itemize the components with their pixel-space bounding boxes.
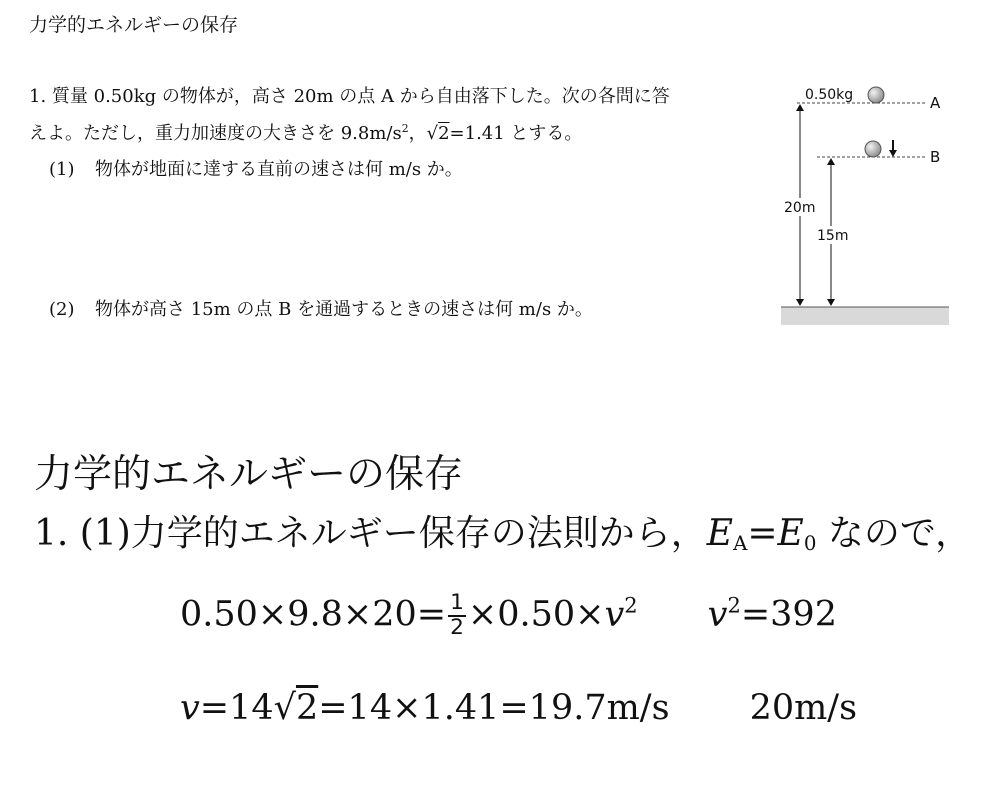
question-2 (49, 295, 593, 321)
one-half-fraction (448, 592, 466, 640)
eq2-start: =14√ (199, 688, 296, 728)
velocity-symbol-2: v (707, 594, 728, 635)
velocity-squared: 2 (624, 593, 638, 618)
eq1-right: ×0.50× (467, 594, 605, 635)
eq2-sqrt-arg: 2 (295, 688, 319, 728)
point-b-label: B (930, 148, 941, 166)
line2-post: =1.41 とする。 (449, 123, 583, 144)
free-fall-figure (775, 78, 955, 328)
final-answer: 20m/s (749, 688, 858, 728)
height-15-label: 15m (817, 228, 849, 244)
eq1-left: 0.50×9.8×20= (180, 594, 447, 635)
velocity-symbol-3: v (180, 688, 200, 728)
eq1-result: =392 (740, 594, 837, 635)
height-20-label: 20m (784, 200, 816, 216)
ball-at-a (868, 87, 884, 103)
line2-pre: えよ。ただし，重力加速度の大きさを 9.8m/s (29, 123, 402, 144)
answer-line1-text: 1. (1)力学的エネルギー保存の法則から， (34, 513, 707, 554)
problem-statement-line2 (29, 119, 582, 145)
fraction-denominator: 2 (450, 614, 464, 640)
energy-0-subscript: 0 (803, 531, 817, 555)
answer-line1-post: なので， (816, 513, 972, 554)
answer-title: 力学的エネルギーの保存 (34, 452, 464, 497)
question-1 (49, 155, 463, 181)
answer-line1 (34, 505, 971, 556)
equals-sign: = (747, 513, 778, 554)
energy-a-subscript: A (733, 531, 748, 555)
ball-at-b (865, 141, 881, 157)
question-2-text: 物体が高さ 15m の点 B を通過するときの速さは何 m/s か。 (95, 299, 593, 320)
equation-2 (180, 688, 857, 728)
point-a-label: A (930, 94, 941, 112)
eq2-rest: =14×1.41=19.7m/s (318, 688, 670, 728)
energy-a-symbol: E (706, 513, 734, 554)
mass-label: 0.50kg (805, 87, 854, 103)
line2-sqrt-arg: 2 (438, 123, 450, 144)
problem-title: 力学的エネルギーの保存 (29, 14, 239, 36)
velocity-squared-2: 2 (727, 593, 741, 618)
question-2-number: (2) (49, 299, 75, 320)
velocity-symbol: v (604, 594, 625, 635)
question-1-text: 物体が地面に達する直前の速さは何 m/s か。 (95, 159, 463, 180)
fraction-numerator: 1 (450, 590, 464, 615)
question-1-number: (1) (49, 159, 75, 180)
equation-1 (180, 592, 837, 640)
line2-mid: ，√ (408, 123, 439, 144)
line2-superscript: 2 (401, 122, 409, 135)
ground (781, 307, 949, 325)
problem-statement-line1: 1. 質量 0.50kg の物体が，高さ 20m の点 A から自由落下した。次の各問に答 (29, 86, 670, 107)
energy-0-symbol: E (777, 513, 804, 554)
